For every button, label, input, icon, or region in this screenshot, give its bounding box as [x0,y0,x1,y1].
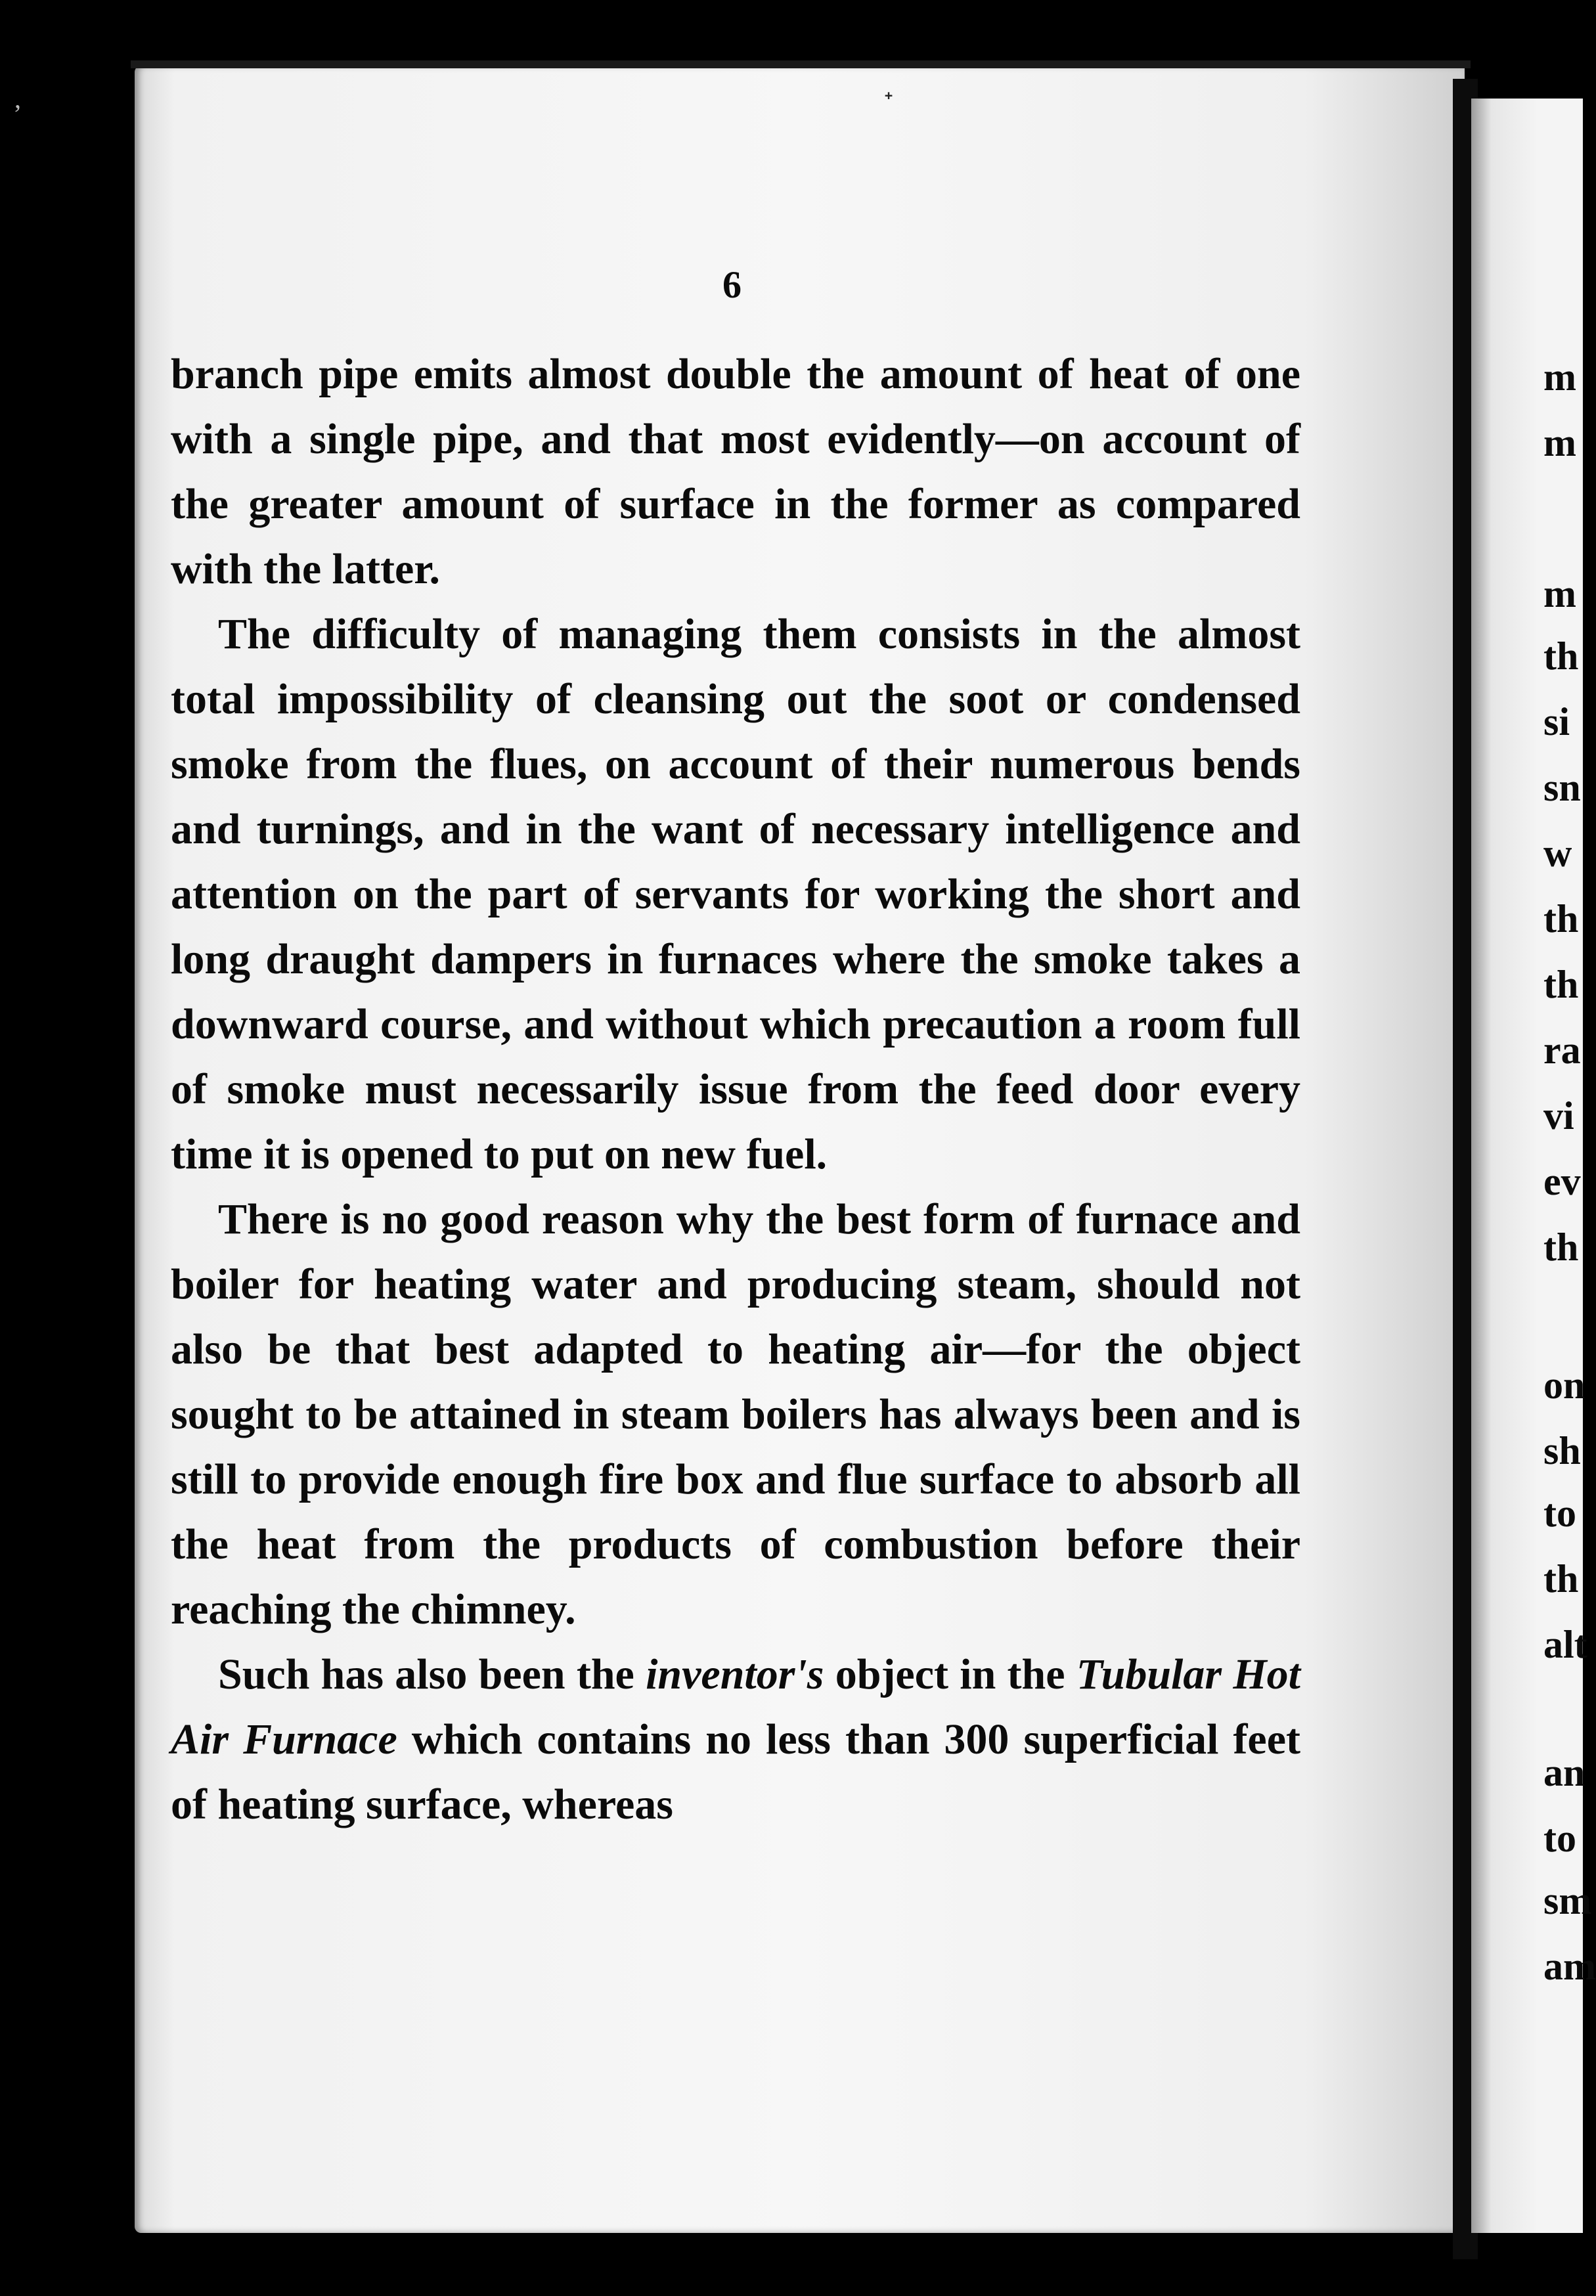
right-fragment: an [1543,1751,1585,1794]
paragraph-1: branch pipe emits almost double the amount of heat of one with a single pipe, and that most evidently—on account of the greater amount of surface in the former as compared with the latter. [171,350,1300,593]
right-fragment: si [1543,700,1570,743]
body-text [171,342,1300,1837]
right-fragment: on [1543,1363,1585,1407]
ink-speck: ᐩ [883,86,894,116]
paragraph-4-lead: Such has also been the [218,1650,646,1698]
right-fragment: to [1543,1817,1576,1860]
right-fragment: th [1543,634,1579,678]
right-fragment: sn [1543,766,1581,809]
right-fragment: th [1543,897,1579,940]
ink-speck: ʼ [13,99,22,129]
paragraph-4-mid: object in the [824,1650,1076,1698]
right-fragment: ev [1543,1160,1581,1203]
right-fragment: sm [1543,1879,1592,1922]
page-number: 6 [722,263,742,306]
right-fragment: m [1543,355,1576,399]
right-fragment: m [1543,421,1576,464]
right-fragment: ra [1543,1028,1581,1072]
right-fragment: to [1543,1491,1576,1535]
paragraph-4-tail: which contains no less than 300 superficial feet of heating surface, whereas [171,1715,1300,1828]
paragraph-3: There is no good reason why the best form of furnace and boiler for heating water and producing steam, should not also be that best adapted to heating air—for the object sought to be attained in steam boilers has always been and is still to provide enough fire box and flue surface to absorb all the heat from the products of combustion before their reaching the chimney. [171,1195,1300,1633]
right-fragment: th [1543,1225,1579,1269]
furnace-name: Tubular Hot Air Furnace [171,1650,1300,1763]
right-fragment: alt [1543,1623,1587,1666]
inventor-word: inventor's [646,1650,824,1698]
right-fragment: m [1543,572,1576,615]
paragraph-4 [171,1642,1300,1837]
right-fragment: vi [1543,1094,1574,1137]
right-fragment: w [1543,831,1572,875]
right-fragment: sh [1543,1429,1581,1472]
right-fragment: am [1543,1945,1596,1988]
right-page-text-fragments [1543,0,1596,2296]
right-fragment: th [1543,1557,1579,1601]
paragraph-2: The difficulty of managing them consists in the almost total impossibility of cleansing out the soot or condensed smoke from the flues, on account of their numerous bends and turnings, and in the want of necessary intelligence and attention on the part of servants for working the short and long draught dampers in furnaces where the smoke takes a downward course, and without which precaution a room full of smoke must necessarily issue from the feed door every time it is opened to put on new fuel. [171,610,1300,1178]
right-fragment: th [1543,963,1579,1006]
